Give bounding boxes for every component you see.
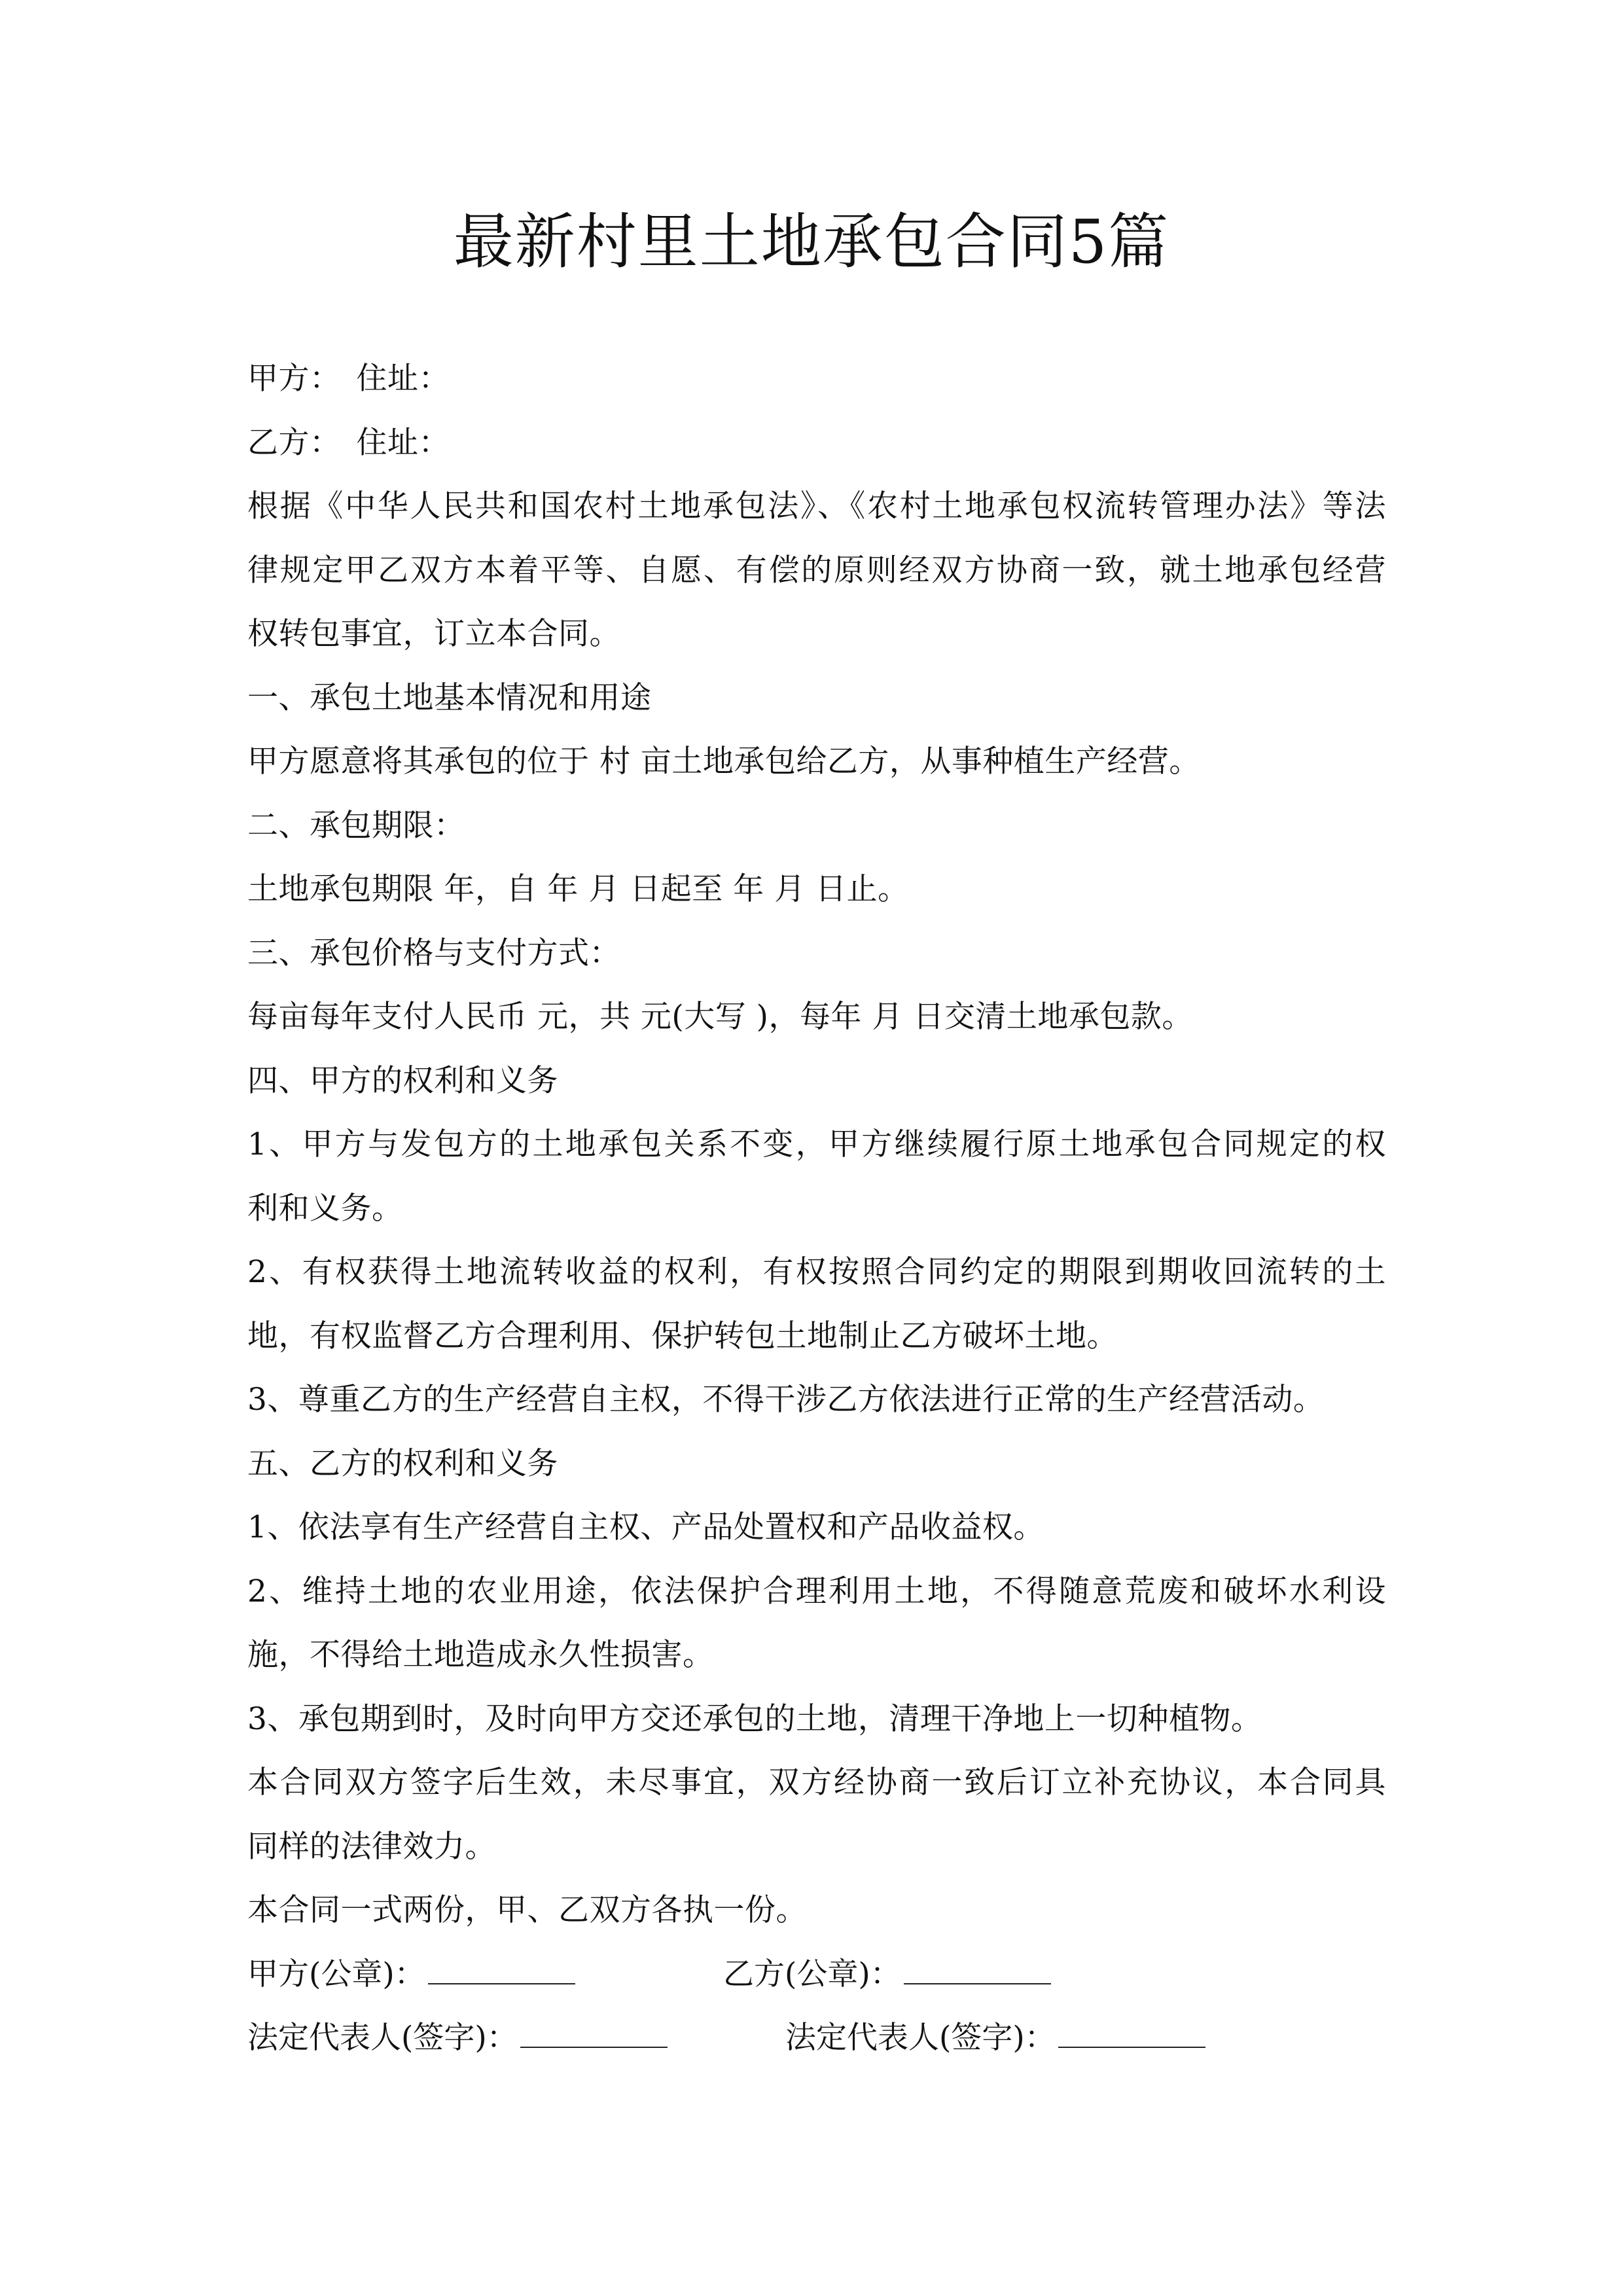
party-a-rep-field — [247, 2006, 668, 2070]
party-a-seal-blank — [428, 1944, 575, 1984]
paragraph-line: 本合同双方签字后生效，未尽事宜，双方经协商一致后订立补充协议，本合同具 — [247, 1765, 1386, 1801]
section-heading: 四、甲方的权利和义务 — [247, 1062, 558, 1099]
party-b-seal-label: 乙方(公章)： — [723, 1956, 901, 1992]
document-body — [247, 347, 1386, 2070]
party-a-rep-blank — [520, 2007, 668, 2048]
party-b-line: 乙方： 住址： — [247, 424, 450, 461]
signature-row-seal — [247, 1943, 1386, 2007]
party-a-rep-label: 法定代表人(签字)： — [247, 2020, 518, 2056]
paragraph-line: 3、承包期到时，及时向甲方交还承包的土地，清理干净地上一切种植物。 — [247, 1700, 1262, 1737]
paragraph-line: 2、有权获得土地流转收益的权利，有权按照合同约定的期限到期收回流转的土 — [247, 1254, 1386, 1290]
party-a-line: 甲方： 住址： — [247, 361, 450, 397]
paragraph-line: 律规定甲乙双方本着平等、自愿、有偿的原则经双方协商一致，就土地承包经营 — [247, 552, 1386, 588]
paragraph-line: 土地承包期限 年，自 年 月 日起至 年 月 日止。 — [247, 871, 909, 907]
party-b-seal-field — [723, 1943, 1051, 2007]
paragraph-line: 甲方愿意将其承包的位于 村 亩土地承包给乙方，从事种植生产经营。 — [247, 744, 1200, 780]
party-b-rep-blank — [1058, 2007, 1205, 2048]
party-b-rep-label: 法定代表人(签字)： — [785, 2020, 1056, 2056]
signature-row-rep — [247, 2006, 1386, 2070]
section-heading: 一、承包土地基本情况和用途 — [247, 679, 652, 716]
paragraph-line: 权转包事宜，订立本合同。 — [247, 616, 620, 652]
paragraph-line: 本合同一式两份，甲、乙双方各执一份。 — [247, 1892, 807, 1928]
paragraph-line: 1、依法享有生产经营自主权、产品处置权和产品收益权。 — [247, 1509, 1044, 1545]
paragraph-line: 利和义务。 — [247, 1190, 403, 1227]
section-heading: 三、承包价格与支付方式： — [247, 935, 620, 971]
paragraph-line: 2、维持土地的农业用途，依法保护合理利用土地，不得随意荒废和破坏水利设 — [247, 1573, 1386, 1609]
paragraph-line: 同样的法律效力。 — [247, 1828, 496, 1865]
paragraph-line: 施，不得给土地造成永久性损害。 — [247, 1637, 714, 1673]
paragraph-line: 地，有权监督乙方合理利用、保护转包土地制止乙方破坏土地。 — [247, 1318, 1118, 1354]
section-heading: 五、乙方的权利和义务 — [247, 1445, 558, 1482]
party-b-rep-field — [785, 2006, 1205, 2070]
paragraph-line: 每亩每年支付人民币 元，共 元(大写 )，每年 月 日交清土地承包款。 — [247, 999, 1193, 1035]
party-a-seal-label: 甲方(公章)： — [247, 1956, 425, 1992]
party-b-seal-blank — [904, 1944, 1051, 1984]
paragraph-line: 3、尊重乙方的生产经营自主权，不得干涉乙方依法进行正常的生产经营活动。 — [247, 1382, 1325, 1418]
party-a-seal-field — [247, 1943, 575, 2007]
section-heading: 二、承包期限： — [247, 807, 465, 844]
paragraph-line: 根据《中华人民共和国农村土地承包法》、《农村土地承包权流转管理办法》等法 — [247, 488, 1386, 524]
document-title: 最新村里土地承包合同5篇 — [453, 207, 1170, 277]
paragraph-line: 1、甲方与发包方的土地承包关系不变，甲方继续履行原土地承包合同规定的权 — [247, 1126, 1386, 1162]
